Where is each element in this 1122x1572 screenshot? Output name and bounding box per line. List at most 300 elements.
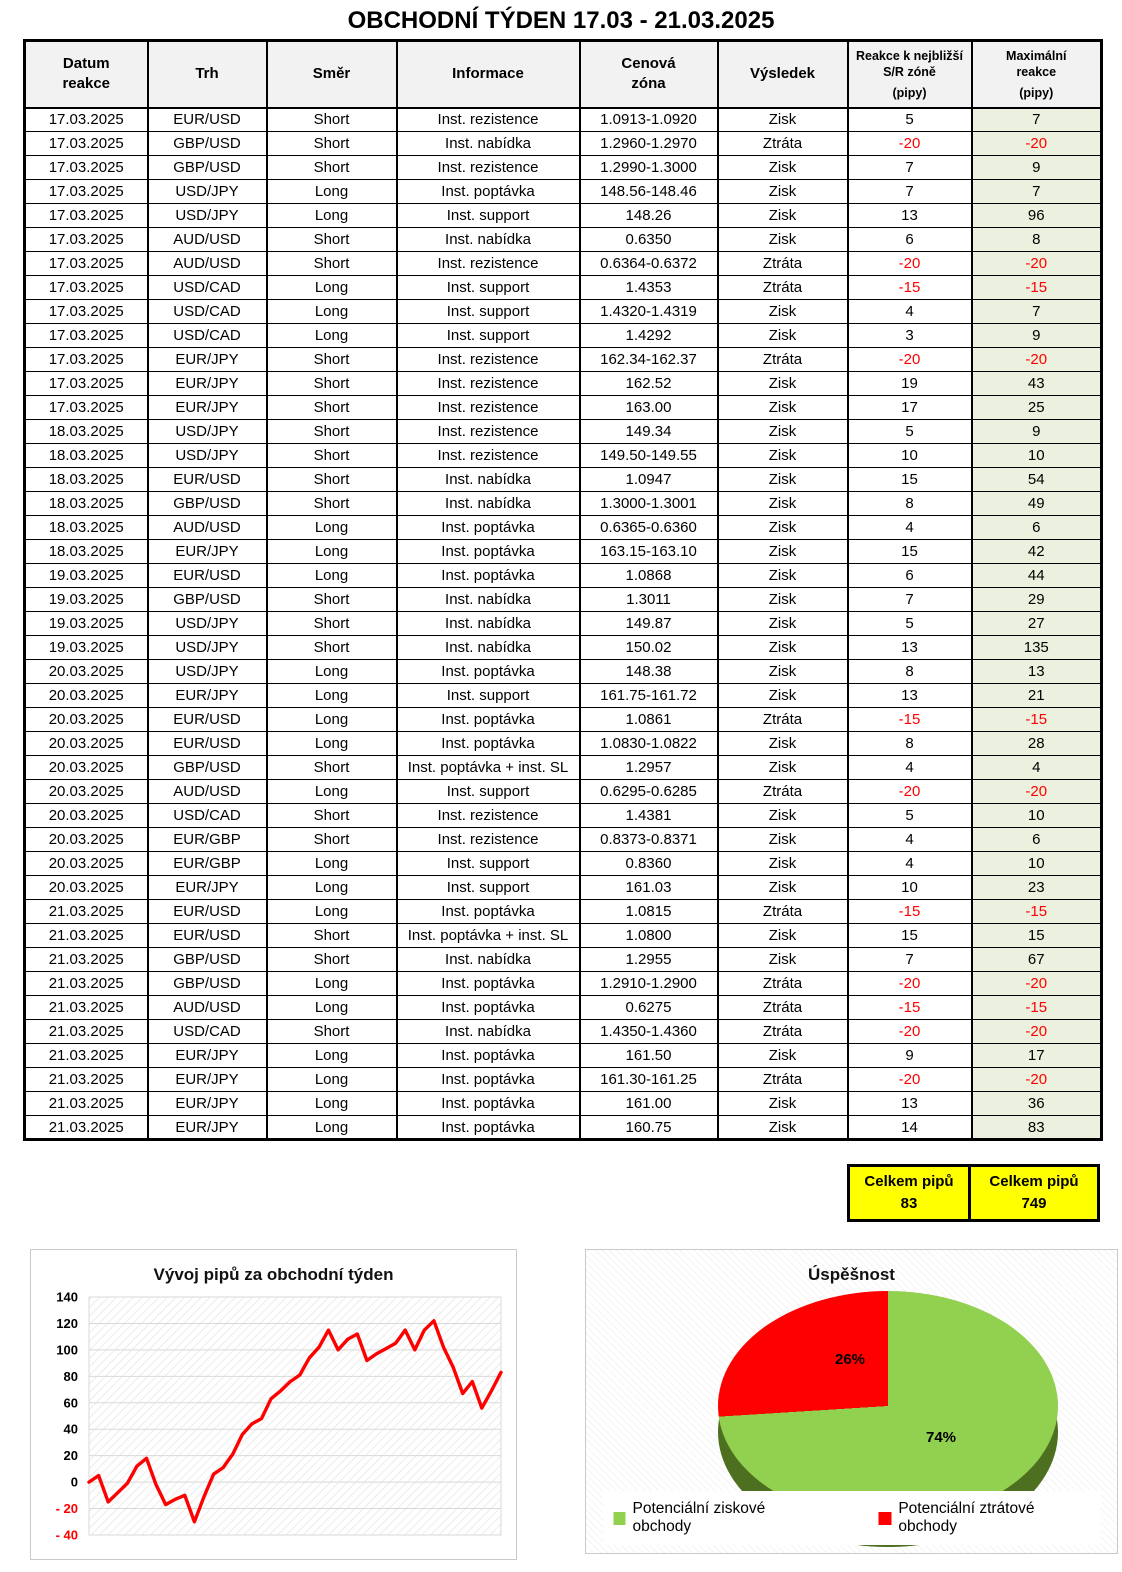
cell: -15 [972, 708, 1102, 732]
cell: Inst. poptávka [397, 1092, 580, 1116]
cell: EUR/JPY [148, 372, 267, 396]
cell: Zisk [718, 420, 848, 444]
cell: 1.2957 [580, 756, 718, 780]
cell: 17.03.2025 [25, 180, 148, 204]
cell: 135 [972, 636, 1102, 660]
cell: AUD/USD [148, 228, 267, 252]
cell: 21.03.2025 [25, 948, 148, 972]
cell: 67 [972, 948, 1102, 972]
cell: 20.03.2025 [25, 852, 148, 876]
cell: Short [267, 228, 397, 252]
total-value: 749 [1021, 1195, 1047, 1212]
cell: 20.03.2025 [25, 708, 148, 732]
cell: 19 [848, 372, 972, 396]
cell: 20.03.2025 [25, 732, 148, 756]
cell: Ztráta [718, 1068, 848, 1092]
table-row [25, 1116, 1102, 1140]
cell: USD/JPY [148, 444, 267, 468]
cell: EUR/USD [148, 468, 267, 492]
cell: Inst. rezistence [397, 372, 580, 396]
cell: Zisk [718, 396, 848, 420]
cell: Long [267, 660, 397, 684]
cell: 6 [848, 564, 972, 588]
cell: 17.03.2025 [25, 396, 148, 420]
cell: 43 [972, 372, 1102, 396]
table-row [25, 372, 1102, 396]
cell: 54 [972, 468, 1102, 492]
cell: 20.03.2025 [25, 876, 148, 900]
cell: Short [267, 588, 397, 612]
cell: 1.2990-1.3000 [580, 156, 718, 180]
cell: Inst. support [397, 300, 580, 324]
cell: 13 [848, 684, 972, 708]
cell: EUR/JPY [148, 1068, 267, 1092]
cell: Inst. rezistence [397, 444, 580, 468]
cell: Inst. nabídka [397, 468, 580, 492]
cell: -20 [848, 972, 972, 996]
cell: 161.50 [580, 1044, 718, 1068]
cell: -20 [848, 1068, 972, 1092]
cell: GBP/USD [148, 588, 267, 612]
line-chart [31, 1289, 516, 1547]
cell: Short [267, 756, 397, 780]
table-row [25, 732, 1102, 756]
cell: Inst. support [397, 852, 580, 876]
line-chart-panel [30, 1249, 517, 1560]
cell: -20 [972, 1020, 1102, 1044]
cell: 17.03.2025 [25, 276, 148, 300]
total-value: 83 [900, 1195, 918, 1212]
cell: 21.03.2025 [25, 1068, 148, 1092]
cell: EUR/USD [148, 108, 267, 132]
cell: EUR/JPY [148, 396, 267, 420]
column-header: Reakce k nejbližší S/R zóně (pipy) [848, 41, 972, 108]
legend-label: Potenciální ztrátové obchody [898, 1500, 1035, 1535]
cell: Short [267, 348, 397, 372]
cell: Inst. support [397, 684, 580, 708]
cell: Short [267, 372, 397, 396]
table-body [25, 108, 1102, 1140]
cell: Short [267, 612, 397, 636]
cell: Inst. nabídka [397, 948, 580, 972]
cell: 1.0947 [580, 468, 718, 492]
cell: 4 [848, 828, 972, 852]
cell: EUR/USD [148, 900, 267, 924]
cell: 7 [848, 156, 972, 180]
cell: -15 [848, 996, 972, 1020]
cell: 20.03.2025 [25, 660, 148, 684]
cell: 21.03.2025 [25, 972, 148, 996]
cell: Zisk [718, 732, 848, 756]
cell: Long [267, 564, 397, 588]
cell: 17.03.2025 [25, 108, 148, 132]
cell: 17.03.2025 [25, 228, 148, 252]
svg-text:40: 40 [63, 1421, 78, 1437]
cell: USD/JPY [148, 180, 267, 204]
total-pips-reaction [847, 1164, 971, 1222]
cell: -20 [972, 1068, 1102, 1092]
cell: Long [267, 780, 397, 804]
cell: 96 [972, 204, 1102, 228]
cell: Short [267, 804, 397, 828]
table-row [25, 660, 1102, 684]
cell: USD/CAD [148, 324, 267, 348]
cell: Zisk [718, 924, 848, 948]
svg-text:20: 20 [63, 1448, 78, 1464]
column-header: Výsledek [718, 41, 848, 108]
cell: Short [267, 468, 397, 492]
cell: Short [267, 828, 397, 852]
cell: EUR/JPY [148, 1044, 267, 1068]
cell: Inst. nabídka [397, 588, 580, 612]
cell: -20 [972, 348, 1102, 372]
cell: 7 [972, 180, 1102, 204]
cell: 15 [848, 540, 972, 564]
table-row [25, 1044, 1102, 1068]
table-row [25, 876, 1102, 900]
cell: 7 [972, 108, 1102, 132]
cell: 21.03.2025 [25, 1044, 148, 1068]
total-label: Celkem pipů [989, 1173, 1079, 1190]
cell: 4 [848, 516, 972, 540]
cell: -15 [972, 996, 1102, 1020]
cell: 27 [972, 612, 1102, 636]
trades-table [23, 39, 1103, 1141]
cell: 149.34 [580, 420, 718, 444]
cell: Inst. poptávka [397, 1068, 580, 1092]
cell: Zisk [718, 636, 848, 660]
cell: 18.03.2025 [25, 444, 148, 468]
total-label: Celkem pipů [864, 1173, 954, 1190]
cell: EUR/JPY [148, 684, 267, 708]
cell: 21.03.2025 [25, 1020, 148, 1044]
cell: Inst. nabídka [397, 636, 580, 660]
cell: 8 [972, 228, 1102, 252]
cell: GBP/USD [148, 132, 267, 156]
cell: 150.02 [580, 636, 718, 660]
cell: 1.0868 [580, 564, 718, 588]
cell: Zisk [718, 948, 848, 972]
cell: Zisk [718, 180, 848, 204]
cell: 1.4353 [580, 276, 718, 300]
svg-text:- 40: - 40 [55, 1527, 78, 1543]
cell: EUR/USD [148, 924, 267, 948]
cell: 4 [972, 756, 1102, 780]
cell: Long [267, 972, 397, 996]
table-row [25, 540, 1102, 564]
cell: 161.00 [580, 1092, 718, 1116]
cell: 9 [972, 156, 1102, 180]
cell: USD/JPY [148, 204, 267, 228]
cell: -20 [972, 780, 1102, 804]
cell: 13 [848, 204, 972, 228]
cell: Short [267, 132, 397, 156]
table-row [25, 588, 1102, 612]
cell: 17 [972, 1044, 1102, 1068]
cell: Zisk [718, 1116, 848, 1140]
cell: Short [267, 1020, 397, 1044]
cell: 20.03.2025 [25, 780, 148, 804]
cell: Inst. nabídka [397, 612, 580, 636]
cell: USD/JPY [148, 420, 267, 444]
cell: 6 [972, 516, 1102, 540]
table-row [25, 852, 1102, 876]
cell: -15 [972, 276, 1102, 300]
cell: 1.2960-1.2970 [580, 132, 718, 156]
cell: 19.03.2025 [25, 636, 148, 660]
cell: Ztráta [718, 132, 848, 156]
cell: USD/CAD [148, 300, 267, 324]
table-row [25, 132, 1102, 156]
cell: 49 [972, 492, 1102, 516]
cell: Zisk [718, 324, 848, 348]
cell: Inst. support [397, 780, 580, 804]
cell: 0.6350 [580, 228, 718, 252]
cell: Inst. poptávka [397, 540, 580, 564]
cell: Inst. support [397, 204, 580, 228]
cell: 162.52 [580, 372, 718, 396]
cell: 1.0800 [580, 924, 718, 948]
pie-surface [718, 1291, 1058, 1521]
cell: GBP/USD [148, 756, 267, 780]
cell: 19.03.2025 [25, 612, 148, 636]
cell: Long [267, 300, 397, 324]
loss-swatch-icon [879, 1512, 892, 1525]
cell: 18.03.2025 [25, 492, 148, 516]
table-row [25, 1092, 1102, 1116]
cell: EUR/JPY [148, 1092, 267, 1116]
cell: USD/JPY [148, 612, 267, 636]
table-row [25, 228, 1102, 252]
table-row [25, 276, 1102, 300]
cell: 3 [848, 324, 972, 348]
cell: 17.03.2025 [25, 372, 148, 396]
cell: Long [267, 540, 397, 564]
column-header: Cenová zóna [580, 41, 718, 108]
cell: 18.03.2025 [25, 420, 148, 444]
cell: Zisk [718, 372, 848, 396]
cell: Long [267, 996, 397, 1020]
cell: Short [267, 108, 397, 132]
column-header: Informace [397, 41, 580, 108]
cell: 17.03.2025 [25, 252, 148, 276]
cell: Inst. nabídka [397, 228, 580, 252]
cell: 10 [972, 852, 1102, 876]
cell: -15 [972, 900, 1102, 924]
cell: GBP/USD [148, 492, 267, 516]
cell: 28 [972, 732, 1102, 756]
cell: 44 [972, 564, 1102, 588]
cell: Long [267, 900, 397, 924]
cell: 161.75-161.72 [580, 684, 718, 708]
cell: USD/CAD [148, 276, 267, 300]
cell: 8 [848, 732, 972, 756]
cell: 5 [848, 108, 972, 132]
cell: 15 [848, 468, 972, 492]
table-row [25, 828, 1102, 852]
cell: Ztráta [718, 972, 848, 996]
cell: 1.4381 [580, 804, 718, 828]
column-header: Datum reakce [25, 41, 148, 108]
table-row [25, 564, 1102, 588]
cell: Zisk [718, 876, 848, 900]
cell: 1.0815 [580, 900, 718, 924]
cell: 13 [848, 636, 972, 660]
cell: 18.03.2025 [25, 540, 148, 564]
cell: EUR/USD [148, 564, 267, 588]
cell: 17.03.2025 [25, 204, 148, 228]
cell: 18.03.2025 [25, 468, 148, 492]
cell: 17.03.2025 [25, 324, 148, 348]
cell: 9 [848, 1044, 972, 1068]
cell: Long [267, 516, 397, 540]
cell: 10 [972, 804, 1102, 828]
cell: 10 [848, 876, 972, 900]
cell: Zisk [718, 300, 848, 324]
cell: EUR/JPY [148, 348, 267, 372]
cell: 0.6364-0.6372 [580, 252, 718, 276]
cell: -20 [848, 252, 972, 276]
cell: Inst. nabídka [397, 492, 580, 516]
cell: 17.03.2025 [25, 300, 148, 324]
cell: 8 [848, 492, 972, 516]
cell: 163.15-163.10 [580, 540, 718, 564]
cell: 1.4350-1.4360 [580, 1020, 718, 1044]
charts-section [0, 1249, 1122, 1560]
pie-legend [603, 1491, 1100, 1545]
cell: 7 [848, 948, 972, 972]
cell: 20.03.2025 [25, 756, 148, 780]
table-row [25, 612, 1102, 636]
cell: 0.6365-0.6360 [580, 516, 718, 540]
cell: Zisk [718, 1092, 848, 1116]
table-row [25, 252, 1102, 276]
cell: Zisk [718, 612, 848, 636]
cell: 13 [972, 660, 1102, 684]
cell: 1.0861 [580, 708, 718, 732]
cell: Zisk [718, 756, 848, 780]
cell: 29 [972, 588, 1102, 612]
pie-chart-panel [585, 1249, 1118, 1554]
cell: 0.8373-0.8371 [580, 828, 718, 852]
legend-item-loss [879, 1500, 1090, 1536]
cell: 23 [972, 876, 1102, 900]
cell: Inst. nabídka [397, 132, 580, 156]
cell: Long [267, 276, 397, 300]
cell: Long [267, 876, 397, 900]
line-chart-title: Vývoj pipů za obchodní týden [153, 1265, 394, 1284]
cell: 14 [848, 1116, 972, 1140]
cell: 148.26 [580, 204, 718, 228]
table-row [25, 708, 1102, 732]
table-row [25, 180, 1102, 204]
cell: Inst. poptávka [397, 732, 580, 756]
cell: AUD/USD [148, 516, 267, 540]
cell: Zisk [718, 156, 848, 180]
cell: USD/CAD [148, 1020, 267, 1044]
svg-text:140: 140 [56, 1289, 78, 1305]
cell: 1.4292 [580, 324, 718, 348]
cell: Long [267, 1116, 397, 1140]
cell: EUR/GBP [148, 852, 267, 876]
cell: Short [267, 156, 397, 180]
cell: Inst. poptávka + inst. SL [397, 756, 580, 780]
cell: 149.50-149.55 [580, 444, 718, 468]
table-row [25, 804, 1102, 828]
cell: 1.0913-1.0920 [580, 108, 718, 132]
cell: GBP/USD [148, 972, 267, 996]
cell: 21.03.2025 [25, 996, 148, 1020]
table-row [25, 636, 1102, 660]
table-row [25, 900, 1102, 924]
cell: Inst. poptávka [397, 972, 580, 996]
cell: USD/JPY [148, 660, 267, 684]
table-row [25, 468, 1102, 492]
cell: Long [267, 732, 397, 756]
cell: 21.03.2025 [25, 1092, 148, 1116]
cell: 7 [848, 588, 972, 612]
cell: 21.03.2025 [25, 924, 148, 948]
cell: Long [267, 204, 397, 228]
pie-chart-title: Úspěšnost [808, 1265, 895, 1284]
cell: Zisk [718, 228, 848, 252]
cell: 20.03.2025 [25, 828, 148, 852]
table-row [25, 1020, 1102, 1044]
cell: 83 [972, 1116, 1102, 1140]
cell: -20 [848, 780, 972, 804]
cell: 5 [848, 612, 972, 636]
column-header: Trh [148, 41, 267, 108]
cell: Ztráta [718, 252, 848, 276]
cell: AUD/USD [148, 252, 267, 276]
cell: EUR/USD [148, 732, 267, 756]
cell: 17 [848, 396, 972, 420]
cell: 20.03.2025 [25, 684, 148, 708]
table-row [25, 444, 1102, 468]
cell: 9 [972, 420, 1102, 444]
table-row [25, 204, 1102, 228]
table-row [25, 420, 1102, 444]
cell: Inst. rezistence [397, 804, 580, 828]
table-row [25, 684, 1102, 708]
cell: Short [267, 420, 397, 444]
header-row [25, 41, 1102, 108]
cell: 5 [848, 804, 972, 828]
cell: Zisk [718, 564, 848, 588]
cell: Ztráta [718, 708, 848, 732]
cell: 6 [848, 228, 972, 252]
cell: Inst. rezistence [397, 420, 580, 444]
cell: Long [267, 180, 397, 204]
cell: 5 [848, 420, 972, 444]
cell: 8 [848, 660, 972, 684]
cell: -20 [972, 252, 1102, 276]
table-row [25, 396, 1102, 420]
cell: 1.3000-1.3001 [580, 492, 718, 516]
legend-item-win [613, 1500, 821, 1536]
cell: Short [267, 444, 397, 468]
svg-text:100: 100 [56, 1342, 78, 1358]
cell: 21 [972, 684, 1102, 708]
cell: -20 [848, 132, 972, 156]
cell: EUR/USD [148, 708, 267, 732]
cell: Inst. rezistence [397, 156, 580, 180]
table-row [25, 924, 1102, 948]
cell: GBP/USD [148, 156, 267, 180]
cell: AUD/USD [148, 996, 267, 1020]
cell: Ztráta [718, 900, 848, 924]
cell: Short [267, 924, 397, 948]
